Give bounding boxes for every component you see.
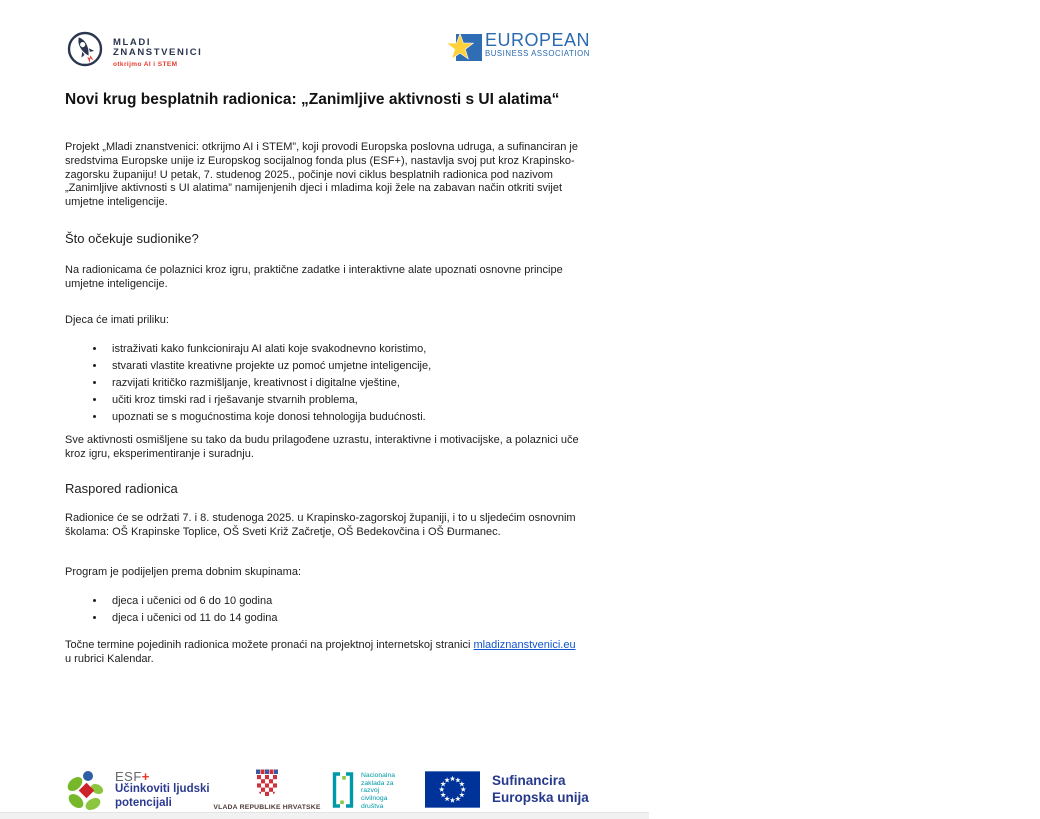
bullet-item: • istraživati kako funkcioniraju AI alati koje svakodnevno koristimo, [106,341,582,358]
section-heading-expectations: Što očekuje sudionike? [65,231,199,246]
closing-paragraph [65,639,582,667]
bullet-item: • djeca i učenici od 6 do 10 godina [106,593,582,610]
eu-cofunded-line2: Europska unija [492,789,589,805]
foundation-line: Nacionalna [361,772,396,779]
esf-brand-text: ESF+ [115,769,150,784]
brackets-icon [330,770,356,815]
esf-subtitle-line1: Učinkoviti ljudski [115,783,210,795]
eba-star-square-icon [447,31,483,70]
croatian-coat-of-arms-icon [255,769,279,802]
bullet-item: • razvijati kritičko razmišljanje, kreativnost i digitalne vještine, [106,375,582,392]
children-lead-paragraph: Djeca će imati priliku: [65,314,169,326]
bullet-item: • stvarati vlastite kreativne projekte uz pomoć umjetne inteligencije, [106,358,582,375]
section-heading-schedule: Raspored radionica [65,481,178,496]
esf-plus-sign: + [141,769,150,784]
schedule-paragraph: Radionice će se održati 7. i 8. studenoga 2025. u Krapinsko-zagorskoj županiji, i to u sljedećim osnovnim školama: OŠ Krapinske Toplice, OŠ Sveti Križ Začretje, OŠ Bedekovčina i OŠ Đurmanec. [65,512,576,538]
website-link[interactable]: mladiznanstvenici.eu [473,639,576,651]
page-break-strip [0,812,649,819]
rocket-icon [64,29,106,76]
eu-flag-icon [425,771,480,813]
groups-lead-paragraph: Program je podijeljen prema dobnim skupinama: [65,566,302,578]
page-title: Novi krug besplatnih radionica: „Zanimljive aktivnosti s UI alatima“ [65,91,560,108]
foundation-line: civilnoga [361,795,388,803]
expectations-bullet-list [65,341,582,426]
activities-paragraph: Sve aktivnosti osmišljene su tako da budu prilagođene uzrastu, interaktivne i motivacijske, a polaznici uče kroz igru, eksperimentiranje i suradnju. [65,434,579,460]
bullet-item: • djeca i učenici od 11 do 14 godina [106,610,582,627]
foundation-line: zaklada za [361,779,394,787]
mz-logo-tagline: otkrijmo AI i STEM [113,60,178,68]
national-foundation-logo [330,770,395,815]
esf-subtitle-line2: potencijali [115,796,172,809]
closing-text-after: u rubrici Kalendar. [65,652,154,665]
esf-logo [64,769,210,818]
foundation-line: razvoj [361,787,380,795]
closing-text-before: Točne termine pojedinih radionica možete pronaći na projektnoj internetskoj stranici [65,639,474,651]
intro-paragraph: Projekt „Mladi znanstvenici: otkrijmo AI i STEM”, koji provodi Europska poslovna udruga, a sufinanciran je sredstvima Europske unije iz Europskog socijalnog fonda plus (ESF+), nastavlja svoj put kroz Krapinsko-zagorsku županiju! U petak, 7. studenog 2025., počinje novi ciklus besplatnih radionica pod nazivom „Zanimljive aktivnosti s UI alatima” namijenjenih djeci i mladima koji žele na zabavan način otkriti svijet umjetne inteligencije. [65,141,578,209]
expectations-paragraph: Na radionicama će polaznici kroz igru, praktične zadatke i interaktivne alate upoznati osnovne principe umjetne inteligencije. [65,264,563,290]
eba-logo-line2: BUSINESS ASSOCIATION [485,49,590,58]
esf-pinwheel-icon [64,769,108,818]
government-title: VLADA REPUBLIKE HRVATSKE [213,804,321,811]
mz-logo-line2: ZNANSTVENICI [113,47,203,58]
eu-cofunded-logo [425,771,589,813]
bullet-item: • učiti kroz timski rad i rješavanje stvarnih problema, [106,392,582,409]
european-business-association-logo [447,31,590,70]
bullet-item: • upoznati se s mogućnostima koje donosi tehnologija budućnosti. [106,409,582,426]
age-groups-bullet-list [65,593,582,627]
eu-cofunded-line1: Sufinancira [492,773,566,788]
eba-logo-line1: EUROPEAN [485,30,591,50]
mladi-znanstvenici-logo [64,29,202,76]
mz-logo-line1: MLADI [113,36,152,48]
foundation-line: društva [361,802,384,810]
